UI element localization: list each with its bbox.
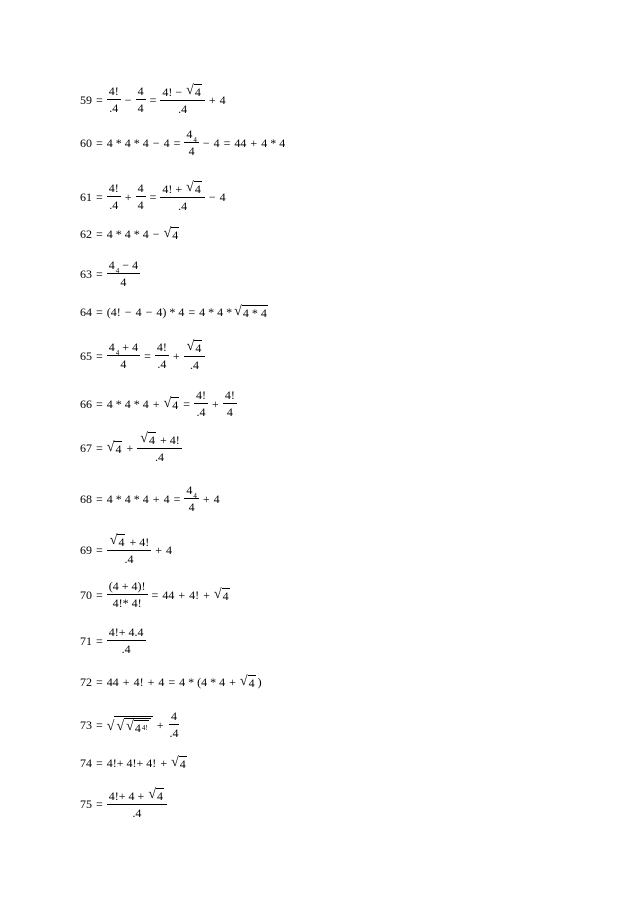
fraction (137, 432, 181, 463)
denominator: .4 (121, 642, 131, 656)
power-base: 4 (186, 127, 193, 141)
equation-number: 72 (80, 675, 92, 689)
equation-number: 64 (80, 305, 92, 319)
equation-number: 62 (80, 227, 92, 241)
fraction (107, 626, 146, 655)
term: 4 (219, 92, 226, 107)
radicand: 4 (195, 341, 202, 355)
term: 44 (106, 675, 119, 689)
numerator: 4! (156, 340, 167, 354)
term: 4 * 4 (261, 135, 286, 150)
equals-sign: = (96, 227, 103, 241)
plus-sign: + (178, 587, 186, 602)
radical-sign-icon: √ (163, 395, 172, 411)
plus-sign: + (156, 717, 164, 732)
plus-sign: + (159, 433, 167, 447)
radical-sign-icon: √ (106, 439, 115, 455)
radicand: 4 (248, 676, 255, 690)
square-root (186, 181, 202, 195)
minus-sign: − (208, 189, 216, 204)
numerator: 4! (108, 84, 119, 98)
radicand (114, 716, 152, 734)
equals-sign: = (96, 189, 103, 204)
numerator-term: 4! (169, 433, 180, 447)
numerator-term: 4! (162, 182, 173, 196)
numerator (160, 181, 204, 198)
numerator-term: 4! (139, 535, 150, 549)
radicand: 4 (148, 433, 155, 447)
equation-69 (79, 534, 173, 565)
term: 4 * 4 * (199, 305, 233, 319)
equals-sign: = (223, 135, 231, 150)
denominator: .4 (124, 552, 134, 566)
equals-sign: = (96, 135, 103, 150)
radical-sign-icon: √ (186, 83, 194, 98)
numerator (184, 340, 206, 357)
radical-sign-icon: √ (163, 226, 172, 241)
equals-sign: = (149, 189, 157, 204)
denominator: 4 (120, 357, 127, 371)
radical-sign-icon: √ (213, 586, 222, 602)
power-base: 4 (108, 340, 115, 354)
square-root (234, 305, 268, 319)
denominator: 4 (188, 144, 195, 158)
numerator-term: 4 (132, 340, 139, 354)
term: 4 (163, 491, 170, 506)
fraction (155, 341, 169, 370)
term: 4 (213, 491, 220, 506)
equation-number: 75 (80, 796, 92, 811)
numerator: 4 4 (186, 127, 197, 144)
equation-number: 61 (80, 189, 92, 204)
equation-number: 65 (80, 348, 92, 363)
radicand: 4 (115, 441, 122, 456)
plus-sign: + (152, 396, 160, 411)
equals-sign: = (96, 587, 103, 602)
fraction (107, 788, 167, 819)
minus-sign: − (175, 85, 183, 99)
square-root (110, 534, 126, 548)
fraction (107, 182, 121, 211)
equation-number: 73 (80, 717, 92, 732)
fraction (184, 484, 199, 513)
fraction (107, 259, 140, 288)
fraction (160, 181, 204, 212)
numerator (160, 84, 204, 101)
numerator: 4 (137, 84, 144, 98)
equals-sign: = (96, 542, 103, 557)
numerator: 4 4 + 4 (108, 340, 139, 357)
radicand: 4 (172, 228, 179, 242)
term: 4! (189, 587, 200, 602)
term: 4 (158, 675, 165, 689)
radical-sign-icon: √ (234, 304, 242, 319)
plus-sign: + (129, 535, 137, 549)
numerator: 4! (108, 181, 119, 195)
equation-72 (79, 675, 263, 689)
denominator: .4 (157, 357, 167, 371)
equals-sign: = (96, 266, 103, 281)
equals-sign: = (96, 491, 103, 506)
radicand: 4 * 4 (242, 306, 267, 320)
plus-sign: + (155, 542, 163, 557)
minus-sign: − (202, 135, 210, 150)
radical-sign-icon: √ (148, 787, 157, 802)
fraction (107, 85, 121, 114)
denominator: .4 (196, 405, 206, 419)
minus-sign: − (152, 135, 160, 150)
plus-sign: + (172, 348, 180, 363)
fraction (223, 389, 237, 418)
fraction (160, 84, 204, 115)
plus-sign: + (152, 491, 160, 506)
term: 4 * 4 * 4 (106, 227, 149, 241)
radical-sign-icon: √ (116, 718, 125, 734)
square-root (148, 788, 164, 802)
square-root (164, 227, 180, 241)
plus-sign: + (126, 440, 134, 455)
numerator: 4! (224, 388, 235, 402)
term: 44 (162, 587, 175, 602)
numerator-term: 4! (162, 85, 173, 99)
equation-62 (79, 227, 180, 241)
equation-75 (79, 788, 168, 819)
square-root (140, 432, 156, 446)
radical-sign-icon: √ (186, 180, 194, 195)
power-base: 4 (134, 720, 141, 735)
fraction (184, 340, 206, 371)
numerator: 4 (170, 709, 177, 723)
term: 4 (213, 135, 220, 150)
equation-number: 71 (80, 633, 92, 648)
equation-number: 67 (80, 440, 92, 455)
plus-sign: + (122, 675, 130, 689)
radicand: 4 (118, 535, 125, 549)
equals-sign: = (96, 92, 103, 107)
plus-sign: + (229, 675, 236, 689)
denominator: .4 (178, 199, 188, 213)
equation-number: 59 (80, 92, 92, 107)
plus-sign: + (122, 340, 130, 354)
numerator: 4!+ 4.4 (108, 625, 144, 639)
equation-59 (79, 84, 227, 115)
equation-number: 74 (80, 756, 92, 770)
fraction (136, 182, 146, 211)
equals-sign: = (96, 440, 103, 455)
plus-sign: + (208, 92, 216, 107)
plus-sign: + (250, 135, 258, 150)
plus-sign: + (203, 587, 210, 602)
equation-number: 70 (80, 587, 92, 602)
equals-sign: = (96, 348, 103, 363)
radicand: 4 (222, 588, 229, 603)
equation-65 (79, 340, 206, 371)
denominator: .4 (154, 450, 164, 464)
term: 44 (234, 135, 247, 150)
power-base: 4 (186, 483, 193, 497)
denominator: .4 (109, 101, 119, 115)
square-root (164, 397, 180, 411)
plus-sign: + (160, 756, 168, 770)
fraction (167, 710, 180, 739)
equation-73 (79, 710, 181, 739)
square-root (116, 718, 150, 734)
plus-sign: + (212, 396, 219, 411)
equation-number: 60 (80, 135, 92, 150)
equals-sign: = (96, 396, 103, 411)
equation-number: 63 (80, 266, 92, 281)
term: 4 (163, 135, 170, 150)
equals-sign: = (149, 92, 157, 107)
term: 4 * 4 * 4 (106, 135, 149, 150)
radicand (124, 718, 151, 734)
radicand: 4 (194, 85, 201, 99)
equation-68 (79, 484, 221, 513)
plus-sign: + (124, 189, 132, 204)
minus-sign: − (122, 258, 130, 272)
term: (4! (106, 305, 121, 319)
numerator (107, 788, 167, 805)
radical-sign-icon: √ (186, 339, 195, 354)
radical-sign-icon: √ (171, 755, 179, 770)
numerator: (4 + 4)! (108, 579, 146, 593)
numerator: 4 (137, 181, 144, 195)
radical-sign-icon: √ (140, 431, 148, 446)
equation-number: 66 (80, 396, 92, 411)
numerator-term: 4 (132, 258, 139, 272)
equals-sign: = (96, 796, 103, 811)
term: 4 * 4 * 4 (106, 491, 149, 506)
term: 4 (135, 305, 142, 319)
term: 4) * 4 (156, 305, 185, 319)
equals-sign: = (96, 756, 103, 770)
radical-sign-icon: √ (109, 533, 118, 548)
equation-74 (79, 756, 188, 770)
denominator: 4 (188, 500, 195, 514)
plus-sign: + (175, 182, 183, 196)
term: 4 * (4 * 4 (179, 675, 226, 689)
square-root (186, 84, 202, 98)
equals-sign: = (96, 717, 103, 732)
equation-66 (79, 389, 238, 418)
equals-sign: = (183, 396, 191, 411)
denominator: .4 (169, 726, 179, 740)
minus-sign: − (152, 227, 160, 241)
minus-sign: − (145, 305, 153, 319)
denominator: .4 (189, 358, 199, 372)
fraction (107, 534, 151, 565)
denominator: .4 (109, 198, 119, 212)
radicand: 4 (179, 757, 186, 771)
term: 4 * 4 * 4 (106, 396, 149, 411)
equals-sign: = (96, 305, 103, 319)
square-root (107, 441, 123, 455)
equals-sign: = (188, 305, 196, 319)
square-root (171, 756, 187, 770)
nested-square-root (107, 716, 153, 734)
radicand: 4 (172, 397, 179, 412)
denominator: 4!* 4! (112, 596, 142, 610)
equation-70 (79, 580, 231, 609)
square-root (187, 340, 203, 354)
fraction (136, 85, 146, 114)
equation-63 (79, 259, 141, 288)
equation-60 (79, 128, 286, 157)
equals-sign: = (173, 491, 181, 506)
term: 4 (219, 189, 226, 204)
plus-sign: + (137, 789, 145, 803)
equals-sign: = (96, 633, 103, 648)
equals-sign: = (173, 135, 181, 150)
denominator: .4 (178, 102, 188, 116)
denominator: .4 (132, 806, 142, 820)
power-base: 4 (108, 258, 115, 272)
square-root (240, 675, 256, 689)
minus-sign: − (124, 92, 132, 107)
equation-61 (79, 181, 227, 212)
equals-sign: = (144, 348, 151, 363)
square-root (126, 720, 149, 734)
equals-sign: = (168, 675, 176, 689)
denominator: 4 (120, 275, 127, 289)
numerator-term: 4!+ 4 (108, 789, 135, 803)
equals-sign: = (96, 675, 103, 689)
numerator: 4 4 (186, 483, 197, 500)
radicand: 4 4! (134, 720, 148, 735)
equation-number: 69 (80, 542, 92, 557)
denominator: 4 (137, 198, 144, 212)
denominator: 4 (137, 101, 144, 115)
fraction (107, 341, 140, 370)
plus-sign: + (147, 675, 155, 689)
minus-sign: − (124, 305, 132, 319)
term: 4! (133, 675, 144, 689)
term: 4!+ 4!+ 4! (106, 756, 157, 770)
fraction (184, 128, 199, 157)
radicand: 4 (194, 182, 201, 196)
numerator (137, 432, 181, 449)
denominator: 4 (226, 405, 233, 419)
term: ) (257, 675, 262, 689)
equation-64 (79, 305, 269, 319)
plus-sign: + (202, 491, 210, 506)
numerator: 4 4 − 4 (108, 258, 139, 275)
radical-sign-icon: √ (239, 674, 248, 689)
fraction (107, 580, 148, 609)
equation-71 (79, 626, 147, 655)
term: 4 (166, 542, 173, 557)
equation-67 (79, 432, 183, 463)
equals-sign: = (151, 587, 159, 602)
radical-sign-icon: √ (106, 718, 115, 734)
radicand: 4 (157, 789, 164, 803)
radical-sign-icon: √ (126, 718, 134, 734)
equation-number: 68 (80, 491, 92, 506)
numerator (107, 534, 151, 551)
fraction (194, 389, 208, 418)
square-root (214, 588, 230, 602)
numerator: 4! (196, 388, 207, 402)
